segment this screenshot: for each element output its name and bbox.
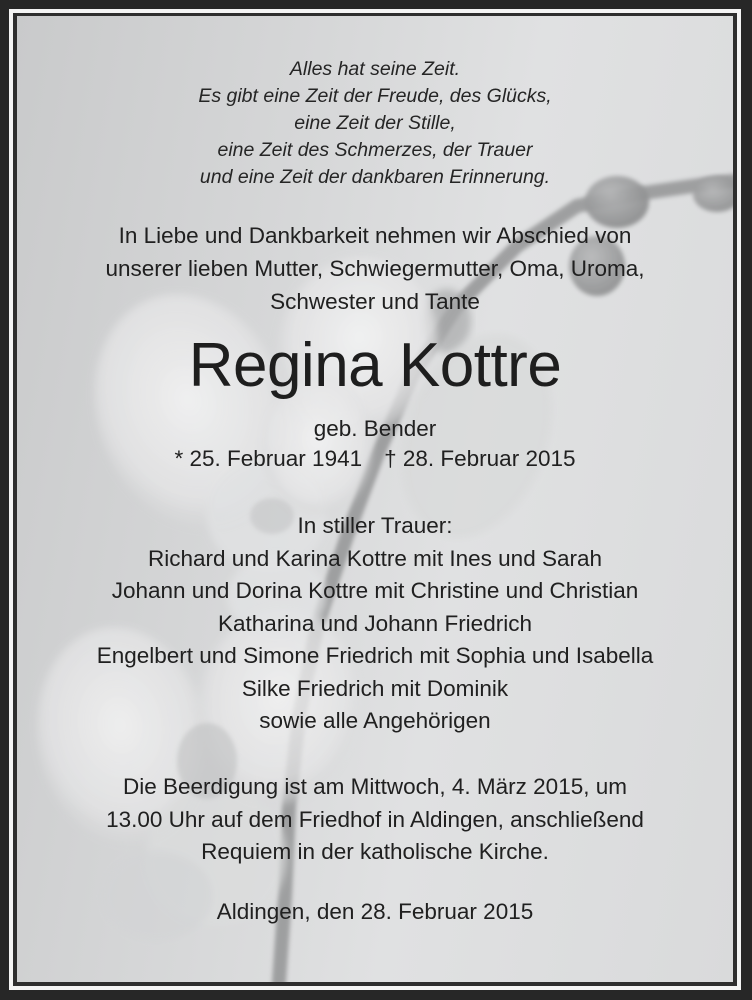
mourner-line: Katharina und Johann Friedrich [218, 610, 532, 636]
poem-line: Alles hat seine Zeit. [289, 58, 461, 80]
mourner-line: sowie alle Angehörigen [259, 708, 491, 733]
mourner-line: Johann und Dorina Kottre mit Christine und Christian [111, 578, 639, 603]
funeral-info-block [17, 771, 733, 869]
life-dates [17, 443, 733, 474]
intro-block [17, 219, 733, 318]
poem-line: und eine Zeit der dankbaren Erinnerung. [199, 166, 551, 188]
birth-date: * 25. Februar 1941 [174, 446, 363, 471]
mourners-block [17, 510, 733, 738]
intro-line: Schwester und Tante [270, 289, 480, 314]
poem-line: Es gibt eine Zeit der Freude, des Glücks, [198, 85, 552, 107]
mourners-heading: In stiller Trauer: [297, 513, 453, 538]
poem-block [17, 56, 733, 191]
funeral-line: Requiem in der katholische Kirche. [201, 839, 549, 864]
obituary-card [17, 16, 733, 982]
intro-line: unserer lieben Mutter, Schwiegermutter, Oma, Uroma, [105, 256, 645, 281]
mourner-line: Silke Friedrich mit Dominik [241, 675, 509, 701]
mourner-line: Engelbert und Simone Friedrich mit Sophia und Isabella [96, 643, 654, 668]
birth-name: geb. Bender [313, 416, 437, 441]
funeral-line: 13.00 Uhr auf dem Friedhof in Aldingen, anschließend [106, 806, 644, 832]
intro-line: In Liebe und Dankbarkeit nehmen wir Abschied von [118, 223, 632, 248]
mourner-line: Richard und Karina Kottre mit Ines und Sarah [148, 545, 602, 571]
funeral-line: Die Beerdigung ist am Mittwoch, 4. März 2015, um [123, 774, 627, 799]
place-and-date: Aldingen, den 28. Februar 2015 [216, 899, 534, 924]
poem-line: eine Zeit des Schmerzes, der Trauer [217, 139, 533, 161]
deceased-name: Regina Kottre [188, 331, 562, 400]
poem-line: eine Zeit der Stille, [294, 112, 456, 134]
death-date: † 28. Februar 2015 [384, 446, 576, 471]
